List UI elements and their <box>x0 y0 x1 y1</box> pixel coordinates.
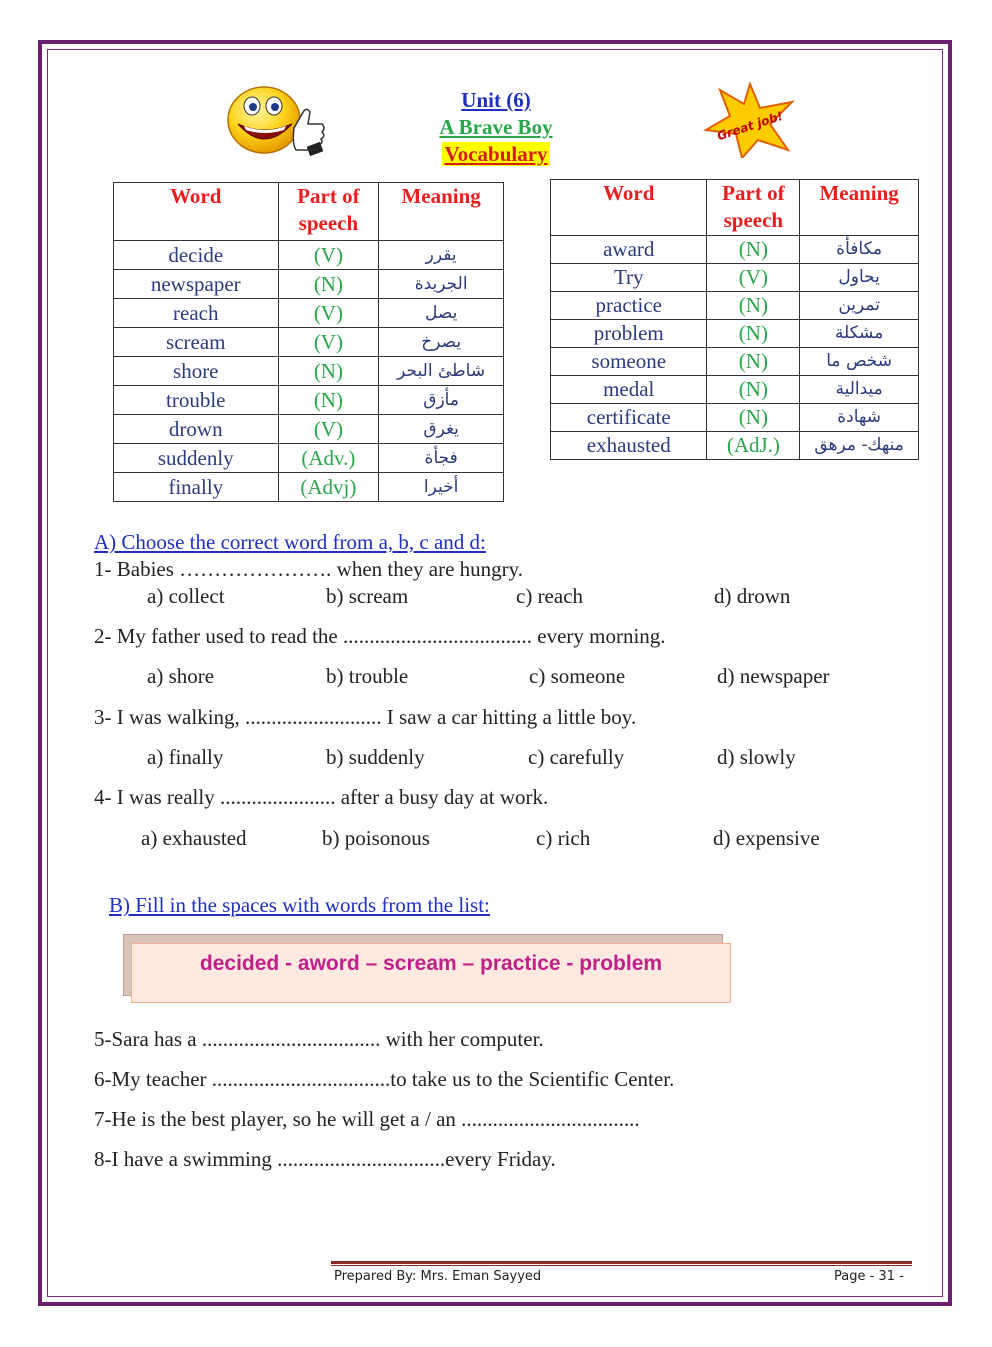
word-cell: scream <box>114 328 279 357</box>
question-1: 1- Babies …………………. when they are hungry. <box>94 557 524 581</box>
option-2a: a) shore <box>147 664 215 688</box>
table-header-row <box>551 180 919 236</box>
word-cell: reach <box>114 299 279 328</box>
table-row <box>551 320 919 348</box>
table-row <box>114 299 504 328</box>
meaning-cell: مكافأة <box>800 236 919 264</box>
section-a-heading: A) Choose the correct word from a, b, c and d: <box>94 530 486 554</box>
pos-cell: (Adv.) <box>278 444 379 473</box>
meaning-cell: مشكلة <box>800 320 919 348</box>
pos-cell: (N) <box>707 292 800 320</box>
meaning-cell: ميدالية <box>800 376 919 404</box>
word-cell: practice <box>551 292 707 320</box>
header-part-of-speech: Part of speech <box>278 183 379 241</box>
meaning-cell: شهادة <box>800 404 919 432</box>
pos-cell: (N) <box>278 386 379 415</box>
word-cell: drown <box>114 415 279 444</box>
table-row <box>114 270 504 299</box>
option-4b: b) poisonous <box>322 826 430 850</box>
table-row <box>551 236 919 264</box>
option-3a: a) finally <box>147 745 224 769</box>
option-4a: a) exhausted <box>141 826 247 850</box>
table-row <box>551 432 919 460</box>
pos-cell: (N) <box>707 320 800 348</box>
header-word: Word <box>551 180 707 236</box>
sentence-8: 8-I have a swimming ................................every Friday. <box>94 1147 556 1171</box>
table-body <box>551 236 919 460</box>
option-1c: c) reach <box>516 584 584 608</box>
table-row <box>114 241 504 270</box>
meaning-cell: شخص ما <box>800 348 919 376</box>
meaning-cell: مأزق <box>379 386 504 415</box>
option-2d: d) newspaper <box>717 664 830 688</box>
option-4d: d) expensive <box>713 826 820 850</box>
word-cell: problem <box>551 320 707 348</box>
great-job-star-icon <box>700 82 800 158</box>
table-row <box>551 348 919 376</box>
meaning-cell: يحاول <box>800 264 919 292</box>
table-row <box>551 376 919 404</box>
pos-cell: (V) <box>278 241 379 270</box>
option-3b: b) suddenly <box>326 745 425 769</box>
word-cell: suddenly <box>114 444 279 473</box>
word-cell: decide <box>114 241 279 270</box>
question-2: 2- My father used to read the .................................... every morning. <box>94 624 666 648</box>
pos-cell: (V) <box>707 264 800 292</box>
table-row <box>114 415 504 444</box>
meaning-cell: يغرق <box>379 415 504 444</box>
sentence-7: 7-He is the best player, so he will get a / an .................................. <box>94 1107 640 1131</box>
unit-title: Unit (6) <box>461 88 531 112</box>
word-cell: exhausted <box>551 432 707 460</box>
footer-rule <box>331 1261 912 1264</box>
lesson-title: A Brave Boy <box>439 115 553 139</box>
option-2b: b) trouble <box>326 664 409 688</box>
sentence-6: 6-My teacher ..................................to take us to the Scientific Center. <box>94 1067 675 1091</box>
header-meaning: Meaning <box>800 180 919 236</box>
word-cell: shore <box>114 357 279 386</box>
table-row <box>551 292 919 320</box>
header-part-of-speech: Part of speech <box>707 180 800 236</box>
option-2c: c) someone <box>529 664 626 688</box>
word-cell: certificate <box>551 404 707 432</box>
pos-cell: (N) <box>707 404 800 432</box>
star-label: Great job! <box>715 108 785 144</box>
option-3c: c) carefully <box>528 745 625 769</box>
table-row <box>551 404 919 432</box>
header-meaning: Meaning <box>379 183 504 241</box>
option-4c: c) rich <box>536 826 591 850</box>
option-1a: a) collect <box>147 584 225 608</box>
sentence-5: 5-Sara has a .................................. with her computer. <box>94 1027 544 1051</box>
table-row <box>114 444 504 473</box>
question-3: 3- I was walking, .......................... I saw a car hitting a little boy. <box>94 705 637 729</box>
footer-author: Prepared By: Mrs. Eman Sayyed <box>334 1269 542 1284</box>
word-cell: newspaper <box>114 270 279 299</box>
pos-cell: (N) <box>278 270 379 299</box>
option-1b: b) scream <box>326 584 409 608</box>
word-cell: trouble <box>114 386 279 415</box>
option-1d: d) drown <box>714 584 791 608</box>
pos-cell: (N) <box>707 348 800 376</box>
table-body <box>114 241 504 502</box>
meaning-cell: أخيرا <box>379 473 504 502</box>
vocab-table-left <box>113 182 504 502</box>
footer-rule-thin <box>331 1265 912 1266</box>
meaning-cell: يقرر <box>379 241 504 270</box>
pos-cell: (V) <box>278 328 379 357</box>
pos-cell: (N) <box>707 376 800 404</box>
table-row <box>114 386 504 415</box>
word-cell: award <box>551 236 707 264</box>
section-b-heading: B) Fill in the spaces with words from the list: <box>109 893 490 917</box>
table-row <box>114 328 504 357</box>
vocabulary-label: Vocabulary <box>444 142 548 166</box>
word-cell: Try <box>551 264 707 292</box>
footer-page-number: Page - 31 - <box>834 1269 904 1284</box>
meaning-cell: الجريدة <box>379 270 504 299</box>
pos-cell: (AdJ.) <box>707 432 800 460</box>
meaning-cell: شاطئ البحر <box>379 357 504 386</box>
table-row <box>114 473 504 502</box>
table-header-row <box>114 183 504 241</box>
word-cell: medal <box>551 376 707 404</box>
vocab-table-right <box>550 179 919 460</box>
header-word: Word <box>114 183 279 241</box>
meaning-cell: يصرخ <box>379 328 504 357</box>
word-cell: finally <box>114 473 279 502</box>
pos-cell: (N) <box>707 236 800 264</box>
section-title <box>0 142 992 167</box>
meaning-cell: يصل <box>379 299 504 328</box>
word-cell: someone <box>551 348 707 376</box>
table-row <box>551 264 919 292</box>
pos-cell: (V) <box>278 415 379 444</box>
question-4: 4- I was really ...................... after a busy day at work. <box>94 785 549 809</box>
meaning-cell: تمرين <box>800 292 919 320</box>
word-list: decided - aword – scream – practice - problem <box>199 952 663 975</box>
meaning-cell: فجأة <box>379 444 504 473</box>
pos-cell: (N) <box>278 357 379 386</box>
pos-cell: (V) <box>278 299 379 328</box>
pos-cell: (Advj) <box>278 473 379 502</box>
meaning-cell: منهك- مرهق <box>800 432 919 460</box>
option-3d: d) slowly <box>717 745 796 769</box>
table-row <box>114 357 504 386</box>
